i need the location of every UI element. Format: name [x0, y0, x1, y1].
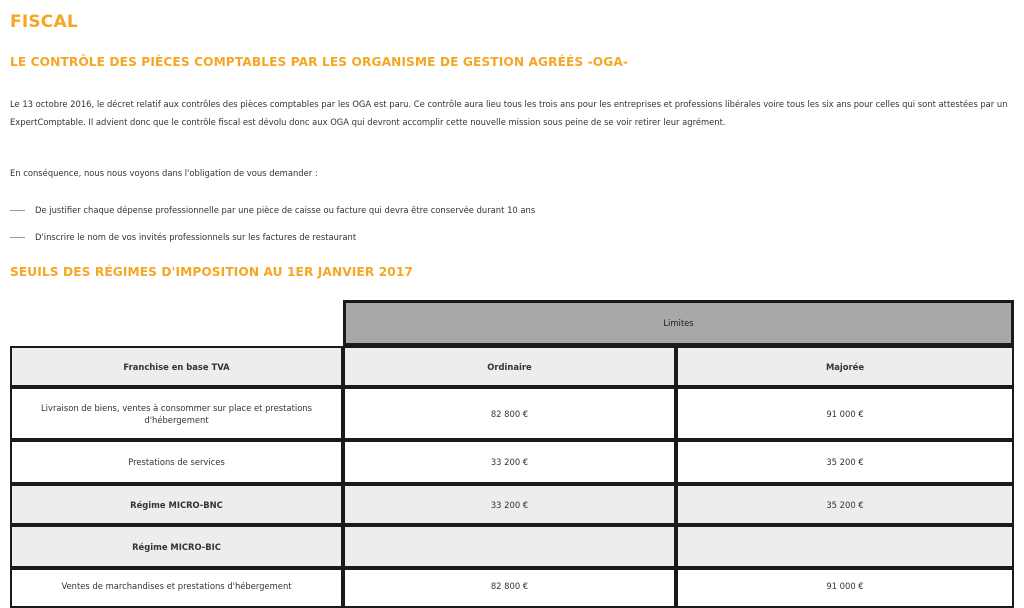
- table-cell-ordinaire: [343, 525, 676, 568]
- table-row-label: Régime MICRO-BNC: [10, 484, 343, 525]
- table-cell-ordinaire: 82 800 €: [343, 387, 676, 440]
- table-row-label: Ventes de marchandises et prestations d'hébergement: [10, 568, 343, 608]
- bullet-item: [10, 205, 535, 215]
- bullet-item: [10, 232, 356, 242]
- table-cell-majoree: 35 200 €: [676, 484, 1014, 525]
- intro-paragraph: Le 13 octobre 2016, le décret relatif aux contrôles des pièces comptables par les OGA est paru. Ce contrôle aura lieu tous les trois ans pour les entreprises et professions libérales voire tous les six ans pour celles qui sont attestées par un ExpertComptable. Il advient donc que le contrôle fiscal est dévolu donc aux OGA qui devront accomplir cette nouvelle mission sous peine de se voir retirer leur agrément.: [10, 99, 1008, 127]
- dash-icon: [10, 237, 25, 238]
- table-cell-majoree: [676, 525, 1014, 568]
- table-cell-majoree: 91 000 €: [676, 387, 1014, 440]
- table-row: [10, 568, 1014, 608]
- dash-icon: [10, 210, 25, 211]
- table-row: [10, 525, 1014, 568]
- table-cell-majoree: 35 200 €: [676, 440, 1014, 484]
- table-row-label: Prestations de services: [10, 440, 343, 484]
- table-row-label: Livraison de biens, ventes à consommer sur place et prestations d'hébergement: [10, 387, 343, 440]
- table-row-label: Régime MICRO-BIC: [10, 525, 343, 568]
- table-row: [10, 387, 1014, 440]
- table-row: [10, 484, 1014, 525]
- subtitle-oga-control: LE CONTRÔLE DES PIÈCES COMPTABLES PAR LES ORGANISME DE GESTION AGRÉÉS -OGA-: [10, 55, 629, 69]
- table-header-cell: Franchise en base TVA: [10, 346, 343, 387]
- consequence-sentence: En conséquence, nous nous voyons dans l'obligation de vous demander :: [10, 168, 318, 178]
- table-header-cell: Ordinaire: [343, 346, 676, 387]
- table-cell-ordinaire: 33 200 €: [343, 440, 676, 484]
- table-cell-ordinaire: 33 200 €: [343, 484, 676, 525]
- table-header-row: [10, 346, 1014, 387]
- table-header-cell: Majorée: [676, 346, 1014, 387]
- table-row: [10, 440, 1014, 484]
- bullet-text: De justifier chaque dépense professionnelle par une pièce de caisse ou facture qui devra être conservée durant 10 ans: [35, 205, 536, 215]
- section-title: FISCAL: [10, 12, 78, 32]
- bullet-text: D'inscrire le nom de vos invités professionnels sur les factures de restaurant: [35, 232, 357, 242]
- table-cell-majoree: 91 000 €: [676, 568, 1014, 608]
- table-group-header: Limites: [343, 300, 1014, 346]
- subtitle-thresholds: SEUILS DES RÉGIMES D'IMPOSITION AU 1ER JANVIER 2017: [10, 265, 414, 279]
- table-cell-ordinaire: 82 800 €: [343, 568, 676, 608]
- table-empty-corner: [10, 300, 343, 346]
